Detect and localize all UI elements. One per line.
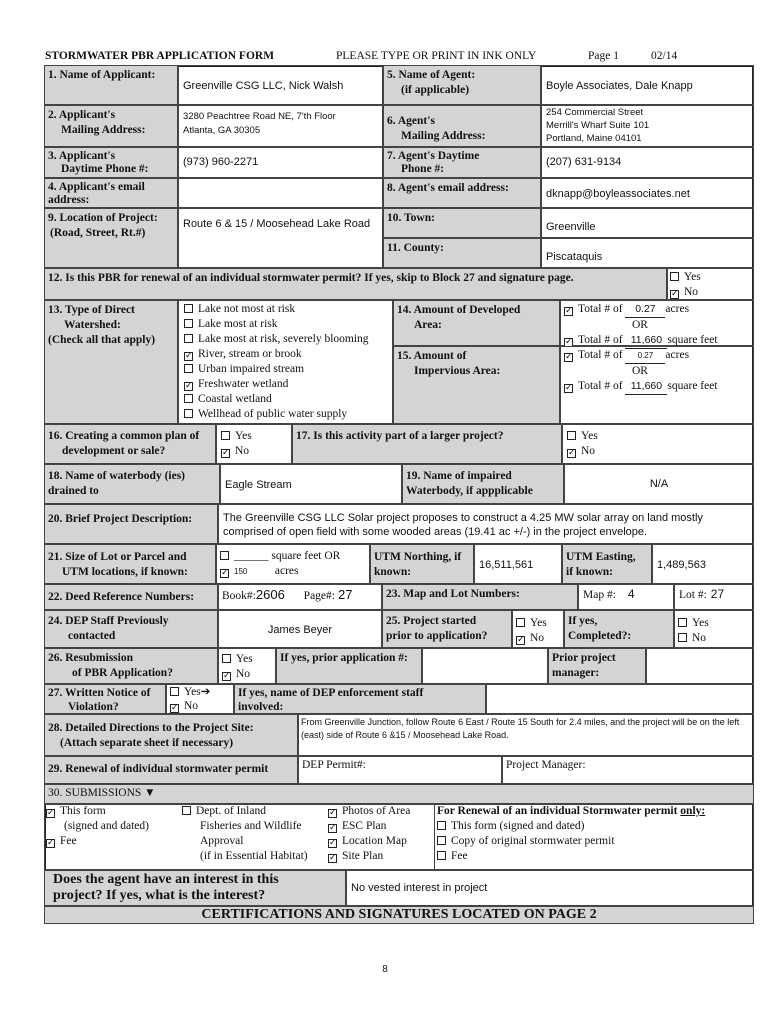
page-indicator: Page 1 [588, 50, 619, 62]
submission-label: Approval [200, 835, 244, 847]
project-started-label: 25. Project started prior to application? [382, 610, 512, 648]
map-lot-label: 23. Map and Lot Numbers: [382, 584, 578, 610]
larger-project-options [562, 424, 754, 464]
utm-northing-label: UTM Northing, if known: [370, 544, 474, 584]
completed-options [674, 610, 754, 648]
common-plan-no[interactable]: ✓No [221, 444, 287, 459]
agent-phone-label: 7. Agent's Daytime Phone #: [383, 147, 541, 178]
deed-reference-field: Book#:2606 Page#: 27 [218, 584, 382, 610]
waterbody-label: 18. Name of waterbody (ies) drained to [44, 464, 220, 504]
violation-label: 27. Written Notice of Violation? [44, 684, 166, 714]
renewal-question: 12. Is this PBR for renewal of an individual stormwater permit? If yes, skip to Block 27 and signature page. [44, 268, 667, 300]
project-location-field[interactable]: Route 6 & 15 / Moosehead Lake Road [178, 208, 383, 268]
watershed-option-checkbox[interactable] [184, 352, 193, 361]
common-plan-yes[interactable]: Yes [221, 429, 287, 444]
renewal-submission-checkbox[interactable] [437, 836, 446, 845]
lot-acres-checkbox[interactable] [220, 569, 229, 578]
watershed-option-item[interactable] [184, 302, 387, 317]
watershed-option-checkbox[interactable] [184, 409, 193, 418]
submission-checkbox[interactable] [328, 854, 337, 863]
directions-label: 28. Detailed Directions to the Project Site: (Attach separate sheet if necessary) [44, 714, 298, 756]
watershed-option-item[interactable] [184, 392, 387, 407]
applicant-email-label: 4. Applicant's email address: [44, 178, 178, 208]
submission-label: (signed and dated) [64, 820, 149, 832]
larger-project-no[interactable]: ✓No [567, 444, 749, 459]
certification-banner: CERTIFICATIONS AND SIGNATURES LOCATED ON PAGE 2 [44, 906, 754, 924]
developed-acres-value[interactable]: 0.27 [625, 302, 665, 318]
watershed-option-item[interactable] [184, 377, 387, 392]
renewal-submission-label: This form (signed and dated) [451, 820, 585, 832]
submission-item[interactable] [328, 834, 434, 849]
submission-item [182, 849, 324, 864]
agent-interest-label: Does the agent have an interest in this project? If yes, what is the interest? [44, 870, 346, 906]
submission-label: Fisheries and Wildlife [200, 820, 302, 832]
directions-field[interactable]: From Greenville Junction, follow Route 6 East / Route 15 South for 2.4 miles, and the project will be on the left (east) side of Route 6 &15 / Moosehead Lake Road. [298, 714, 754, 756]
developed-area-label: 14. Amount of Developed Area: [393, 300, 560, 346]
enforcement-staff-field[interactable] [486, 684, 754, 714]
submissions-col3 [328, 804, 434, 864]
watershed-option-label: Lake not most at risk [198, 303, 296, 315]
submissions-header: 30. SUBMISSIONS ▼ [44, 784, 754, 804]
renewal-checklist [437, 819, 753, 864]
watershed-option-label: Wellhead of public water supply [198, 408, 348, 420]
common-plan-options [216, 424, 292, 464]
utm-northing-field[interactable]: 16,511,561 [474, 544, 562, 584]
agent-address-field[interactable]: 254 Commercial Street Merrill's Wharf Suite 101 Portland, Maine 04101 [541, 105, 754, 147]
larger-project-no-checkbox[interactable] [567, 449, 576, 458]
watershed-option-checkbox[interactable] [184, 319, 193, 328]
watershed-option-checkbox[interactable] [184, 334, 193, 343]
submission-item [46, 819, 180, 834]
submissions-divider [434, 804, 435, 870]
project-started-no[interactable]: ✓No [516, 631, 560, 646]
resubmission-options [218, 648, 276, 684]
applicant-phone-field[interactable]: (973) 960-2271 [178, 147, 383, 178]
renewal-no-checkbox[interactable] [670, 290, 679, 299]
developed-area-field: ✓Total # of 0.27 acres OR ✓Total # of 11,660 square feet [560, 300, 754, 346]
watershed-option-checkbox[interactable] [184, 364, 193, 373]
lot-acres-value[interactable]: 150 [234, 567, 248, 576]
developed-sqft-value[interactable]: 11,660 [625, 333, 667, 349]
resubmission-label: 26. Resubmission of PBR Application? [44, 648, 218, 684]
submission-checkbox[interactable] [328, 839, 337, 848]
map-number[interactable]: 4 [627, 587, 635, 601]
impervious-acres-checkbox[interactable] [564, 353, 573, 362]
completed-yes-checkbox[interactable] [678, 618, 687, 627]
watershed-option-label: Freshwater wetland [198, 378, 289, 390]
applicant-address-label: 2. Applicant's Mailing Address: [44, 105, 178, 147]
agent-interest-field[interactable]: No vested interest in project [346, 870, 754, 906]
submission-item[interactable] [182, 804, 324, 819]
submissions-col2 [182, 804, 324, 864]
resubmission-yes[interactable]: Yes [222, 652, 272, 667]
renewal-submission-checkbox[interactable] [437, 821, 446, 830]
book-number[interactable]: 2606 [255, 587, 285, 602]
renewal-submission-item[interactable] [437, 834, 753, 849]
lot-sqft-checkbox[interactable] [220, 551, 229, 560]
submission-label: Fee [60, 835, 77, 847]
renewal-options [667, 268, 754, 300]
submission-item[interactable] [46, 804, 180, 819]
watershed-options [178, 300, 393, 424]
common-plan-no-checkbox[interactable] [221, 449, 230, 458]
submission-item[interactable] [328, 849, 434, 864]
dep-staff-label: 24. DEP Staff Previously contacted [44, 610, 218, 648]
project-location-label: 9. Location of Project: (Road, Street, Rt.#) [44, 208, 178, 268]
lot-number-field: Lot #: 27 [674, 584, 754, 610]
county-field[interactable]: Piscataquis [541, 238, 754, 268]
impervious-area-label: 15. Amount of Impervious Area: [393, 346, 560, 424]
submission-label: Site Plan [342, 850, 384, 862]
project-description-label: 20. Brief Project Description: [44, 504, 218, 544]
watershed-option-label: Lake most at risk [198, 318, 278, 330]
larger-project-yes[interactable]: Yes [567, 429, 749, 444]
agent-email-label: 8. Agent's email address: [383, 178, 541, 208]
submissions-col1 [46, 804, 180, 849]
project-started-yes-checkbox[interactable] [516, 618, 525, 627]
impervious-acres-value[interactable]: 0.27 [625, 348, 665, 364]
submission-item [182, 819, 324, 834]
enforcement-staff-label: If yes, name of DEP enforcement staff involved: [234, 684, 486, 714]
submissions-renewal: For Renewal of an individual Stormwater permit only: This form (signed and dated) Copy of original stormwater permit Fee [437, 804, 753, 864]
renewal-submission-item[interactable] [437, 849, 753, 864]
renewal-submission-label: Copy of original stormwater permit [451, 835, 615, 847]
submission-checkbox[interactable] [46, 839, 55, 848]
watershed-option-item[interactable] [184, 407, 387, 422]
resubmission-no[interactable]: ✓No [222, 667, 272, 682]
resubmission-no-checkbox[interactable] [222, 672, 231, 681]
watershed-option-item[interactable] [184, 347, 387, 362]
violation-no-checkbox[interactable] [170, 704, 179, 713]
common-plan-label: 16. Creating a common plan of development or sale? [44, 424, 216, 464]
form-instruction: PLEASE TYPE OR PRINT IN INK ONLY [336, 50, 537, 62]
form-date: 02/14 [651, 50, 678, 62]
common-plan-yes-checkbox[interactable] [221, 431, 230, 440]
renewal-submission-item[interactable] [437, 819, 753, 834]
waterbody-field[interactable]: Eagle Stream [220, 464, 402, 504]
map-number-field: Map #: 4 [578, 584, 674, 610]
watershed-option-label: Lake most at risk, severely blooming [198, 333, 369, 345]
renewal-submission-checkbox[interactable] [437, 851, 446, 860]
lot-number[interactable]: 27 [710, 587, 725, 601]
watershed-label: 13. Type of Direct Watershed: (Check all that apply) [44, 300, 178, 424]
renewal-yes-checkbox[interactable] [670, 272, 679, 281]
agent-name-field[interactable]: Boyle Associates, Dale Knapp [541, 65, 754, 105]
completed-no[interactable]: No [678, 631, 750, 646]
agent-email-field[interactable]: dknapp@boyleassociates.net [541, 178, 754, 208]
submission-checkbox[interactable] [328, 809, 337, 818]
submission-item[interactable] [328, 804, 434, 819]
agent-phone-field[interactable]: (207) 631-9134 [541, 147, 754, 178]
prior-application-field[interactable] [422, 648, 548, 684]
impervious-sqft-checkbox[interactable] [564, 384, 573, 393]
agent-name-label: 5. Name of Agent: (if applicable) [383, 65, 541, 105]
violation-yes[interactable]: Yes➔ [170, 685, 230, 699]
submission-label: ESC Plan [342, 820, 387, 832]
submission-item [182, 834, 324, 849]
project-manager-field[interactable]: Project Manager: [502, 756, 754, 784]
project-started-options [512, 610, 564, 648]
watershed-option-label: Urban impaired stream [198, 363, 305, 375]
submission-item[interactable] [328, 819, 434, 834]
renewal-yes[interactable]: Yes [670, 270, 751, 285]
impaired-waterbody-label: 19. Name of impaired Waterbody, if appplicable [402, 464, 564, 504]
renewal-submission-label: Fee [451, 850, 468, 862]
applicant-name-field[interactable]: Greenville CSG LLC, Nick Walsh [178, 65, 383, 105]
prior-manager-field[interactable] [646, 648, 754, 684]
violation-options [166, 684, 234, 714]
submission-checkbox[interactable] [182, 806, 191, 815]
form-title: STORMWATER PBR APPLICATION FORM [45, 50, 275, 62]
completed-no-checkbox[interactable] [678, 633, 687, 642]
lot-size-label: 21. Size of Lot or Parcel and UTM locations, if known: [44, 544, 216, 584]
town-label: 10. Town: [383, 208, 541, 238]
larger-project-yes-checkbox[interactable] [567, 431, 576, 440]
deed-reference-label: 22. Deed Reference Numbers: [44, 584, 218, 610]
agent-address-label: 6. Agent's Mailing Address: [383, 105, 541, 147]
prior-manager-label: Prior project manager: [548, 648, 646, 684]
completed-yes[interactable]: Yes [678, 616, 750, 631]
watershed-option-checkbox[interactable] [184, 382, 193, 391]
watershed-option-item[interactable] [184, 362, 387, 377]
lot-size-field: ______ square feet OR ✓150 acres [216, 544, 370, 584]
watershed-option-label: River, stream or brook [198, 348, 302, 360]
larger-project-label: 17. Is this activity part of a larger project? [292, 424, 562, 464]
page-number: 8 [382, 964, 388, 975]
project-started-yes[interactable]: Yes [516, 616, 560, 631]
submission-label: Photos of Area [342, 805, 411, 817]
applicant-email-field[interactable] [178, 178, 383, 208]
impervious-area-field: ✓Total # of 0.27 acres OR ✓Total # of 11,660 square feet [560, 346, 754, 424]
page-number[interactable]: 27 [337, 587, 353, 602]
dep-staff-field[interactable]: James Beyer [218, 610, 382, 648]
renewal-permit-label: 29. Renewal of individual stormwater permit [44, 756, 298, 784]
submission-checkbox[interactable] [328, 824, 337, 833]
watershed-option-item[interactable] [184, 332, 387, 347]
dep-permit-field[interactable]: DEP Permit#: [298, 756, 502, 784]
watershed-option-item[interactable] [184, 317, 387, 332]
submission-label: This form [60, 805, 106, 817]
utm-easting-label: UTM Easting, if known: [562, 544, 652, 584]
renewal-no[interactable]: ✓No [670, 285, 751, 300]
submission-label: (if in Essential Habitat) [200, 850, 308, 862]
violation-yes-checkbox[interactable] [170, 687, 179, 696]
watershed-option-label: Coastal wetland [198, 393, 272, 405]
developed-acres-checkbox[interactable] [564, 307, 573, 316]
submission-checkbox[interactable] [46, 809, 55, 818]
impaired-waterbody-field[interactable]: N/A [564, 464, 754, 504]
impervious-sqft-value[interactable]: 11,660 [625, 379, 667, 395]
applicant-phone-label: 3. Applicant's Daytime Phone #: [44, 147, 178, 178]
submission-label: Dept. of Inland [196, 805, 266, 817]
watershed-option-checkbox[interactable] [184, 394, 193, 403]
watershed-option-checkbox[interactable] [184, 304, 193, 313]
project-started-no-checkbox[interactable] [516, 636, 525, 645]
county-label: 11. County: [383, 238, 541, 268]
applicant-address-field[interactable]: 3280 Peachtree Road NE, 7'th Floor Atlanta, GA 30305 [178, 105, 383, 147]
violation-no[interactable]: ✓No [170, 699, 230, 713]
prior-application-label: If yes, prior application #: [276, 648, 422, 684]
project-description-field[interactable]: The Greenville CSG LLC Solar project proposes to construct a 4.25 MW solar array on land mostly comprised of open field with some wooded areas (19.41 ac +/-) in the project envelope. [218, 504, 754, 544]
town-field[interactable]: Greenville [541, 208, 754, 238]
utm-easting-field[interactable]: 1,489,563 [652, 544, 754, 584]
submission-item[interactable] [46, 834, 180, 849]
resubmission-yes-checkbox[interactable] [222, 654, 231, 663]
completed-label: If yes, Completed?: [564, 610, 674, 648]
submission-label: Location Map [342, 835, 407, 847]
applicant-name-label: 1. Name of Applicant: [44, 65, 178, 105]
